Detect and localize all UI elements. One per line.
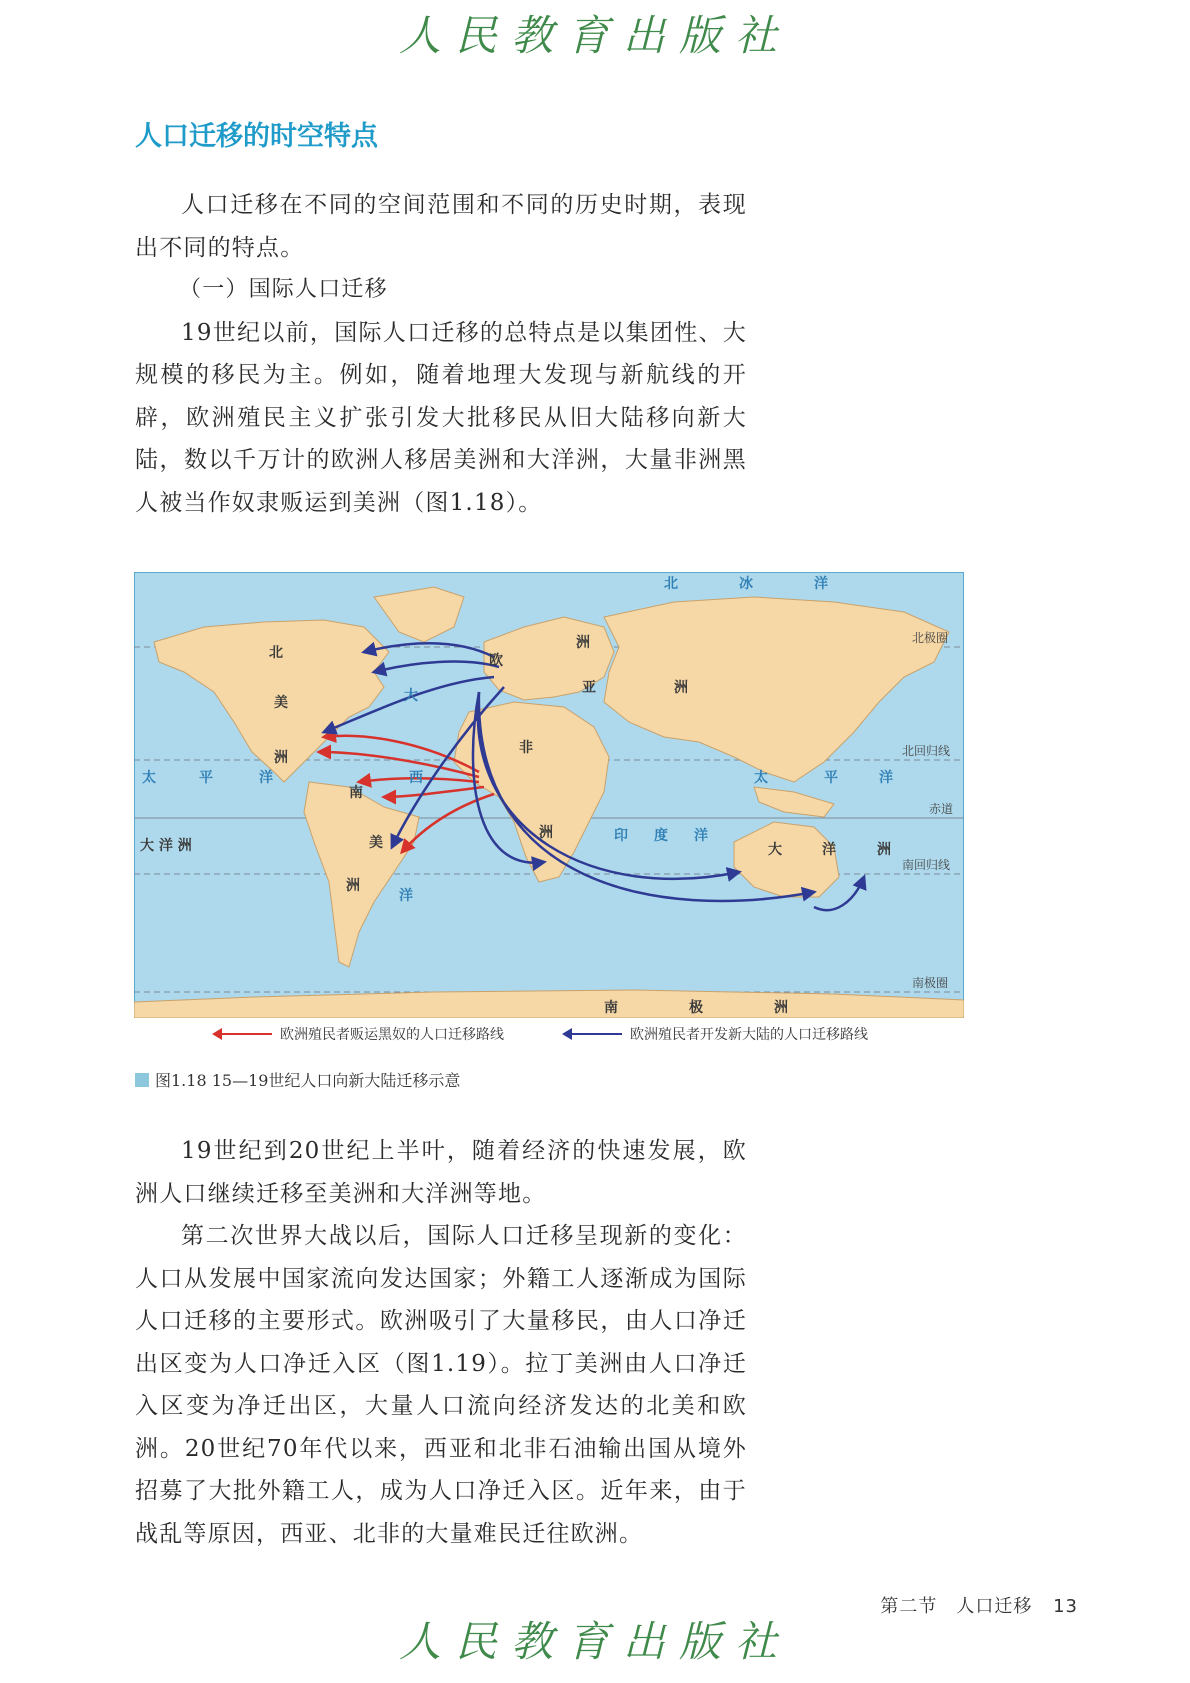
label-africa-2: 洲 <box>539 825 553 841</box>
label-equator: 赤道 <box>929 802 954 816</box>
legend-colonist-route-label: 欧洲殖民者开发新大陆的人口迁移路线 <box>630 1027 868 1043</box>
label-north-america-2: 美 <box>274 695 288 711</box>
caption-square-icon <box>135 1073 149 1087</box>
red-arrow-icon <box>214 1033 272 1035</box>
label-oceania-2: 洋 <box>822 842 836 858</box>
ocean-label-pacific-east-2: 平 <box>824 770 838 786</box>
body-block-2 <box>135 1130 747 1555</box>
label-asia-1: 亚 <box>582 680 596 696</box>
map-legend <box>134 1024 964 1050</box>
label-antarctica-2: 极 <box>689 1000 703 1016</box>
ocean-label-arctic-3: 洋 <box>814 576 828 592</box>
label-europe-1: 欧 <box>489 653 503 669</box>
ocean-label-arctic-1: 北 <box>664 576 678 592</box>
ocean-label-indian-3: 洋 <box>694 828 708 844</box>
paragraph-2: 19世纪到20世纪上半叶，随着经济的快速发展，欧洲人口继续迁移至美洲和大洋洲等地。 <box>135 1138 747 1207</box>
label-africa-1: 非 <box>519 740 533 756</box>
label-asia-2: 洲 <box>674 680 688 696</box>
publisher-logo-bottom: 人民教育出版社 <box>398 1617 791 1666</box>
ocean-label-pacific-east-1: 太 <box>754 770 768 786</box>
label-antarctica-1: 南 <box>604 1000 618 1016</box>
label-europe-2: 洲 <box>576 635 590 651</box>
footer-section: 第二节 人口迁移 <box>880 1596 1033 1617</box>
ocean-label-pacific-west-2: 平 <box>199 770 213 786</box>
figure-caption <box>135 1068 460 1091</box>
label-arctic-circle: 北极圈 <box>912 631 949 645</box>
paragraph-3: 第二次世界大战以后，国际人口迁移呈现新的变化：人口从发展中国家流向发达国家；外籍工人逐渐成为国际人口迁移的主要形式。欧洲吸引了大量移民，由人口净迁出区变为人口净迁入区（图1.19）。拉丁美洲由人口净迁入区变为净迁出区，大量人口流向经济发达的北美和欧洲。20世纪70年代以来，西亚和北非石油输出国从境外招募了大批外籍工人，成为人口净迁入区。近年来，由于战乱等原因，西亚、北非的大量难民迁往欧洲。 <box>135 1223 747 1547</box>
ocean-label-atlantic-2: 西 <box>409 770 423 786</box>
label-antarctica-3: 洲 <box>774 1000 788 1016</box>
ocean-label-pacific-west-1: 太 <box>142 770 156 786</box>
intro-paragraph: 人口迁移在不同的空间范围和不同的历史时期，表现出不同的特点。 <box>135 192 747 261</box>
label-south-america-3: 洲 <box>346 878 360 894</box>
label-oceania-1: 大 <box>768 842 782 858</box>
subsection-heading: （一）国际人口迁移 <box>179 277 388 302</box>
publisher-logo-top: 人民教育出版社 <box>398 11 791 60</box>
world-migration-map <box>134 572 964 1018</box>
label-south-america-2: 美 <box>369 835 383 851</box>
ocean-label-indian-2: 度 <box>654 828 668 844</box>
label-tropic-capricorn: 南回归线 <box>902 858 951 872</box>
label-north-america-1: 北 <box>269 645 283 661</box>
label-oceania-3: 洲 <box>877 842 891 858</box>
ocean-label-indian-1: 印 <box>614 828 628 844</box>
label-north-america-3: 洲 <box>274 750 288 766</box>
intro-block <box>135 184 747 524</box>
ocean-label-pacific-west-3: 洋 <box>259 770 273 786</box>
figure-caption-text: 图1.18 15—19世纪人口向新大陆迁移示意 <box>155 1071 461 1090</box>
label-antarctic-circle: 南极圈 <box>912 976 949 990</box>
ocean-label-atlantic-3: 洋 <box>399 888 413 904</box>
legend-colonist-route <box>564 1024 868 1044</box>
blue-arrow-icon <box>564 1033 622 1035</box>
ocean-label-atlantic-1: 大 <box>404 688 418 704</box>
legend-slave-route-label: 欧洲殖民者贩运黑奴的人口迁移路线 <box>280 1027 504 1043</box>
label-south-america-1: 南 <box>349 785 363 801</box>
page-number: 13 <box>1053 1596 1078 1617</box>
section-title: 人口迁移的时空特点 <box>135 121 378 152</box>
ocean-label-pacific-east-3: 洋 <box>879 770 893 786</box>
label-oceania-left: 大 洋 洲 <box>140 838 192 854</box>
ocean-label-arctic-2: 冰 <box>739 576 753 592</box>
legend-slave-route <box>214 1024 504 1044</box>
paragraph-1: 19世纪以前，国际人口迁移的总特点是以集团性、大规模的移民为主。例如，随着地理大发现与新航线的开辟，欧洲殖民主义扩张引发大批移民从旧大陆移向新大陆，数以千万计的欧洲人移居美洲和大洋洲，大量非洲黑人被当作奴隶贩运到美洲（图1.18）。 <box>135 319 747 516</box>
label-tropic-cancer: 北回归线 <box>902 744 951 758</box>
